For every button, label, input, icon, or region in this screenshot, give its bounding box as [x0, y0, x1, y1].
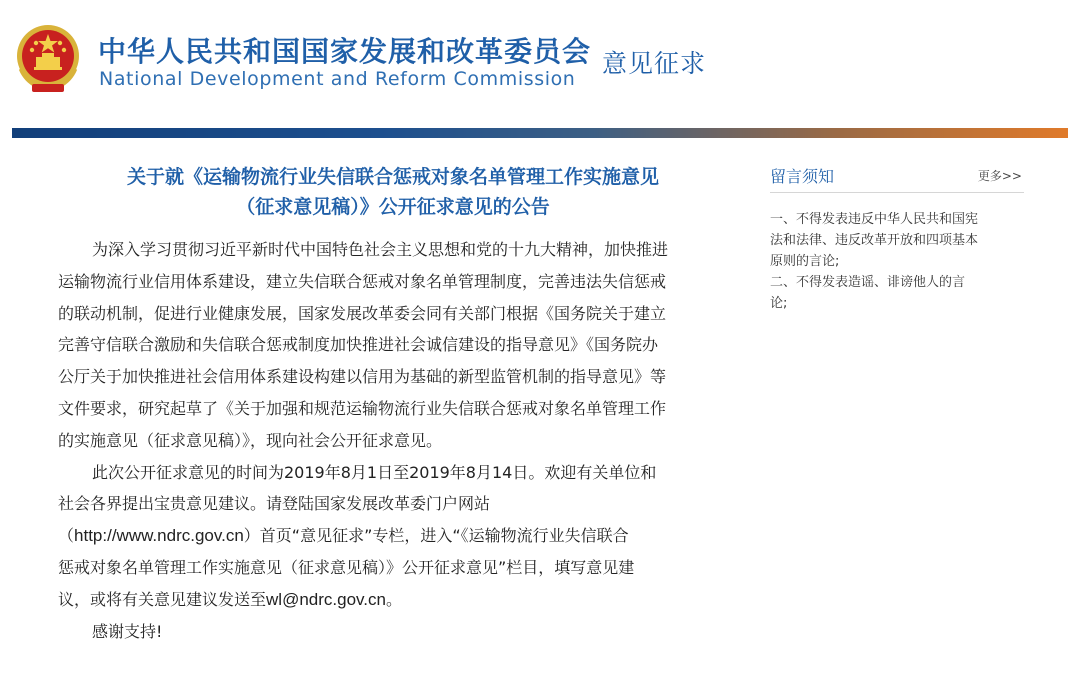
main-content	[0, 138, 1080, 677]
notice-panel	[770, 160, 1024, 314]
article-title	[58, 162, 728, 222]
notice-more-link[interactable]: 更多>>	[977, 169, 1022, 183]
national-emblem-icon	[14, 22, 82, 96]
body-text-segment: 议，或将有关意见建议发送至	[58, 589, 267, 609]
header-divider-bar	[12, 128, 1068, 138]
body-line-thanks: 感谢支持!	[92, 621, 163, 641]
notice-line: 二、不得发表造谣、诽谤他人的言	[770, 275, 966, 290]
body-line: 文件要求，研究起草了《关于加强和规范运输物流行业失信联合惩戒对象名单管理工作	[58, 398, 667, 418]
body-text-segment: 。	[385, 589, 402, 609]
site-header	[0, 0, 1080, 128]
body-line: 的实施意见（征求意见稿）》，现向社会公开征求意见。	[58, 430, 443, 450]
body-line	[58, 584, 730, 616]
notice-header	[770, 160, 1024, 193]
body-line: 完善守信联合激励和失信联合惩戒制度加快推进社会诚信建设的指导意见》《国务院办	[58, 335, 659, 355]
body-line: 社会各界提出宝贵意见建议。请登陆国家发展改革委门户网站	[58, 494, 491, 514]
article-title-line: （征求意见稿）》公开征求意见的公告	[236, 196, 550, 218]
bracket-open: （	[58, 526, 75, 546]
article-body	[58, 234, 730, 647]
notice-line: 原则的言论;	[770, 254, 840, 269]
notice-line: 一、不得发表违反中华人民共和国宪	[770, 212, 979, 227]
org-name-en: National Development and Reform Commission	[99, 68, 576, 90]
notice-line: 论;	[770, 296, 788, 311]
body-line: 惩戒对象名单管理工作实施意见（征求意见稿）》公开征求意见”栏目，填写意见建	[58, 557, 635, 577]
email-link[interactable]: wl@ndrc.gov.cn	[266, 589, 386, 609]
notice-title: 留言须知	[770, 167, 835, 186]
body-line: 运输物流行业信用体系建设，建立失信联合惩戒对象名单管理制度，完善违法失信惩戒	[58, 271, 667, 291]
section-name[interactable]: 意见征求	[602, 49, 707, 78]
notice-line: 法和法律、违反改革开放和四项基本	[770, 233, 979, 248]
notice-body	[770, 209, 1024, 314]
body-line: 的联动机制，促进行业健康发展，国家发展改革委会同有关部门根据《国务院关于建立	[58, 303, 667, 323]
site-url-link[interactable]: http://www.ndrc.gov.cn	[74, 526, 244, 546]
org-name-cn: 中华人民共和国国家发展和改革委员会	[98, 35, 592, 68]
article-title-line: 关于就《运输物流行业失信联合惩戒对象名单管理工作实施意见	[126, 166, 659, 188]
body-line: 为深入学习贯彻习近平新时代中国特色社会主义思想和党的十九大精神，加快推进	[92, 240, 669, 259]
body-text-segment: ）首页“意见征求”专栏，进入“《运输物流行业失信联合	[243, 526, 629, 546]
body-line	[58, 520, 730, 552]
body-line: 公厅关于加快推进社会信用体系建设构建以信用为基础的新型监管机制的指导意见》等	[58, 367, 667, 387]
body-line: 此次公开征求意见的时间为2019年8月1日至2019年8月14日。欢迎有关单位和	[92, 462, 657, 482]
